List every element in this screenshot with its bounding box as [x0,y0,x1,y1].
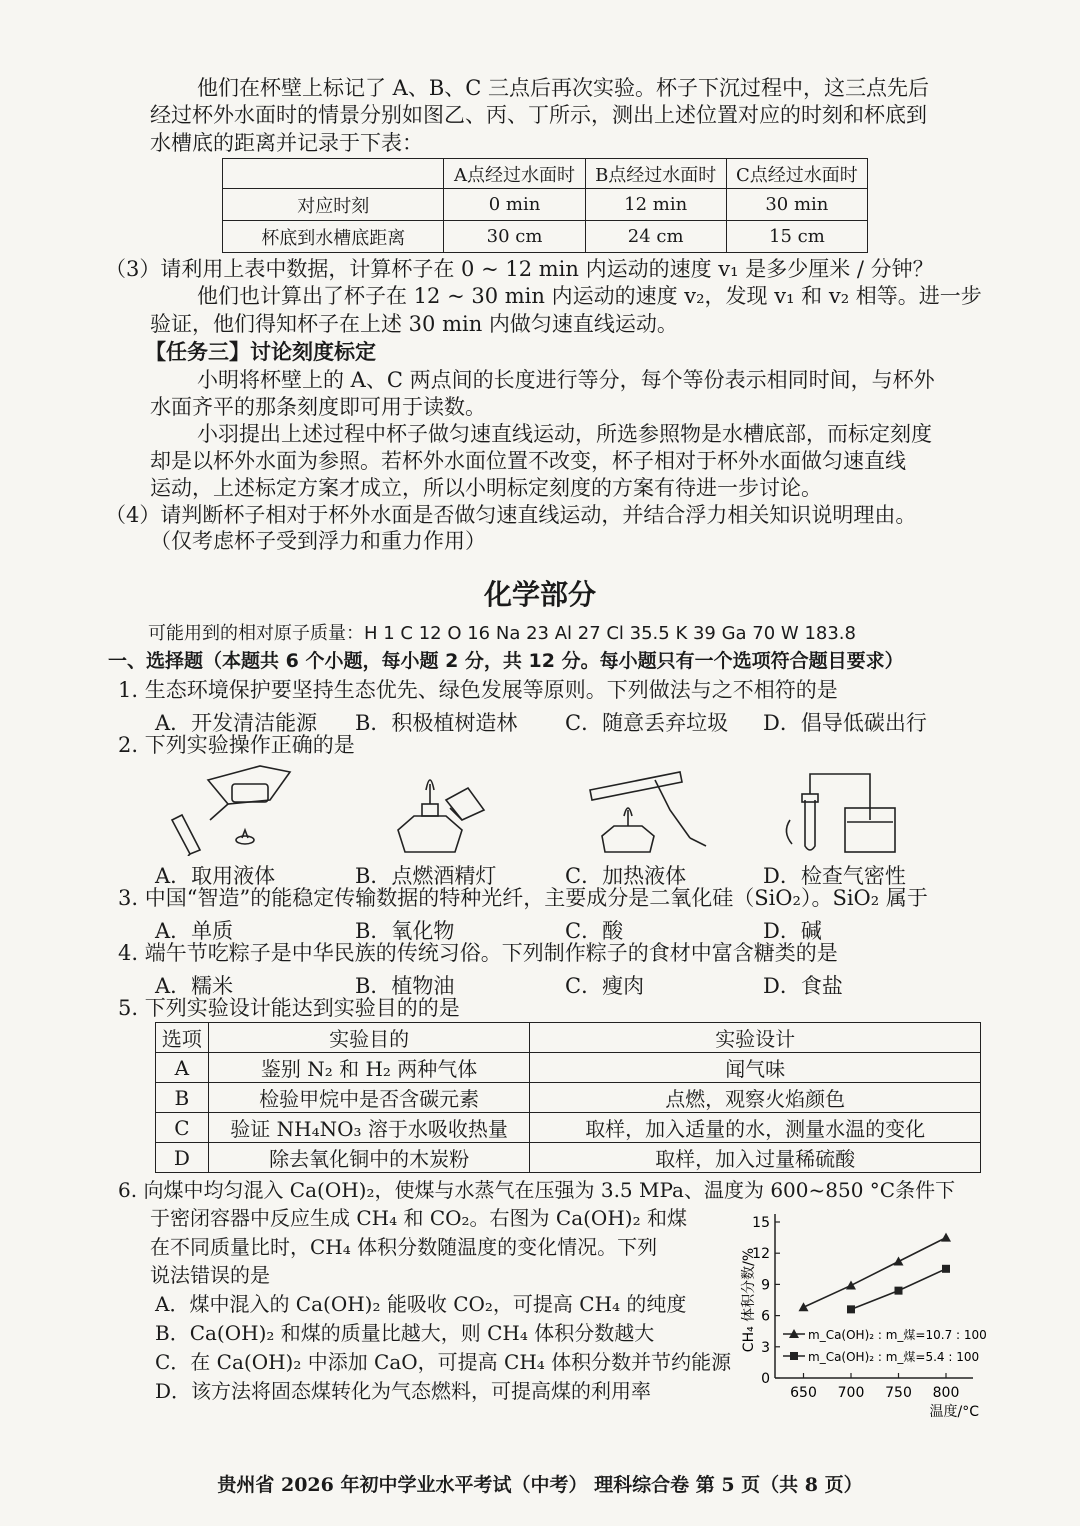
table-header-cell: 实验设计 [530,1023,981,1053]
atomic-masses: 可能用到的相对原子质量：H 1 C 12 O 16 Na 23 Al 27 Cl 35.5 K 39 Ga 70 W 183.8 [148,623,856,644]
table-cell: 闻气味 [530,1053,981,1083]
table-cell: 鉴别 N₂ 和 H₂ 两种气体 [208,1053,530,1083]
q4-chem-options [155,970,975,998]
q6-option-b: B．Ca(OH)₂ 和煤的质量比越大，则 CH₄ 体积分数越大 [155,1321,655,1345]
table-row [156,1053,981,1083]
para1-line2: 经过杯外水面时的情景分别如图乙、丙、丁所示，测出上述位置对应的时刻和杯底到 [150,103,927,127]
q4-physics [105,505,916,526]
lab-illustrations [150,760,910,856]
ch4-fraction-chart [735,1200,1000,1422]
table-cell: 检验甲烷中是否含碳元素 [208,1083,530,1113]
table-row [156,1143,981,1173]
q5-text: 下列实验设计能达到实验目的的是 [144,996,460,1020]
task3-b1: 小羽提出上述过程中杯子做匀速直线运动，所选参照物是水槽底部，而标定刻度 [197,422,932,446]
q3-chem-num: 3. [118,886,139,910]
alcohol-lamp-illustration [398,780,484,852]
table-cell: 24 cm [585,221,726,253]
task3-b3: 运动，上述标定方案才成立，所以小明标定刻度的方案有待进一步讨论。 [150,476,822,500]
air-tightness-illustration [786,774,895,852]
table-cell: 0 min [444,189,585,221]
option-b: B．点燃酒精灯 [355,864,497,888]
q4-chem-text: 端午节吃粽子是中华民族的传统习俗。下列制作粽子的食材中富含糖类的是 [144,941,838,965]
task3-b2: 却是以杯外水面为参照。若杯外水面位置不改变，杯子相对于杯外水面做匀速直线 [150,449,906,473]
q6-option-d: D．该方法将固态煤转化为气态燃料，可提高煤的利用率 [155,1379,652,1403]
data-point-triangle [799,1302,809,1311]
table-cell: C [156,1113,209,1143]
table-row [223,221,868,253]
q5-num: 5. [118,996,139,1020]
option-d: D．食盐 [763,974,843,998]
table-cell: 杯底到水槽底距离 [223,221,444,253]
q1-num: 1. [118,678,139,702]
q3-para2: 验证，他们得知杯子在上述 30 min 内做匀速直线运动。 [150,312,678,336]
table-row [223,189,868,221]
y-axis-label: CH₄ 体积分数/% [741,1247,757,1353]
q3-para1: 他们也计算出了杯子在 12 ~ 30 min 内运动的速度 v₂，发现 v₁ 和 v₂ 相等。进一步 [197,284,982,308]
q1-options [155,707,975,735]
q1-text: 生态环境保护要坚持生态优先、绿色发展等原则。下列做法与之不相符的是 [144,678,838,702]
table-row [156,1083,981,1113]
table-cell: 点燃，观察火焰颜色 [530,1083,981,1113]
option-d: D．检查气密性 [763,864,906,888]
q3-label: （3） [105,257,161,281]
task3-title: 【任务三】讨论刻度标定 [145,340,376,364]
data-point-square [942,1265,950,1273]
x-tick-label: 750 [885,1385,912,1401]
experiment-table [155,1022,981,1173]
legend-label: m_Ca(OH)₂ : m_煤=10.7 : 100 [808,1328,987,1342]
q2-stem [118,735,355,756]
table-header-cell [223,159,444,189]
para1-line3: 水槽底的距离并记录于下表： [150,131,423,155]
table-cell: 12 min [585,189,726,221]
q6-line1: 向煤中均匀混入 Ca(OH)₂，使煤与水蒸气在压强为 3.5 MPa、温度为 600~850 °C条件下 [143,1178,956,1202]
option-c: C．加热液体 [565,864,687,888]
q4-chem-stem [118,943,838,964]
y-tick-label: 15 [752,1215,770,1231]
data-point-triangle [846,1280,856,1289]
section-heading: 一、选择题（本题共 6 个小题，每小题 2 分，共 12 分。每小题只有一个选项符合题目要求） [108,650,904,672]
q6-line4: 说法错误的是 [150,1263,270,1287]
table-header-cell: B点经过水面时 [585,159,726,189]
table-cell: 对应时刻 [223,189,444,221]
q3-text: 请利用上表中数据，计算杯子在 0 ~ 12 min 内运动的速度 v₁ 是多少厘米 / 分钟？ [160,257,934,281]
legend-label: m_Ca(OH)₂ : m_煤=5.4 : 100 [808,1350,980,1364]
q5-stem [118,998,460,1019]
q3-physics [105,259,934,280]
table-cell: A [156,1053,209,1083]
chem-title: 化学部分 [483,578,596,611]
q3-chem-options [155,915,975,943]
option-d: D．倡导低碳出行 [763,711,927,735]
option-c: C．瘦肉 [565,974,645,998]
q6-line3: 在不同质量比时，CH₄ 体积分数随温度的变化情况。下列 [150,1235,658,1259]
table-cell: 30 cm [444,221,585,253]
y-tick-label: 3 [761,1339,770,1356]
table-header-cell: 实验目的 [208,1023,530,1053]
option-c: C．酸 [565,919,624,943]
legend-marker [790,1352,798,1360]
y-tick-label: 12 [752,1246,770,1263]
option-a: A．开发清洁能源 [155,711,318,735]
task3-a2: 水面齐平的那条刻度即可用于读数。 [150,395,486,419]
page-footer: 贵州省 2026 年初中学业水平考试（中考） 理科综合卷 第 5 页（共 8 页） [217,1474,863,1496]
q2-num: 2. [118,733,139,757]
q2-options [155,860,975,888]
table-row [156,1113,981,1143]
q6-line2: 于密闭容器中反应生成 CH₄ 和 CO₂。右图为 Ca(OH)₂ 和煤 [150,1206,687,1230]
x-tick-label: 650 [790,1385,817,1401]
option-a: A．糯米 [155,974,234,998]
para1-line1: 他们在杯壁上标记了 A、B、C 三点后再次实验。杯子下沉过程中，这三点先后 [197,76,930,100]
q2-text: 下列实验操作正确的是 [144,733,355,757]
table-cell: 验证 NH₄NO₃ 溶于水吸收热量 [208,1113,530,1143]
heat-liquid-illustration [590,772,706,852]
q6-option-c: C．在 Ca(OH)₂ 中添加 CaO，可提高 CH₄ 体积分数并节约能源 [155,1350,732,1374]
table-cell: 取样，加入适量的水，测量水温的变化 [530,1113,981,1143]
option-a: A．取用液体 [155,864,276,888]
y-tick-label: 9 [761,1277,770,1294]
q6-num: 6. [118,1178,138,1202]
data-point-triangle [894,1257,904,1266]
pour-liquid-illustration [172,766,290,856]
q1-stem [118,680,838,701]
q3-chem-stem [118,888,928,909]
q4-text: 请判断杯子相对于杯外水面是否做匀速直线运动，并结合浮力相关知识说明理由。 [160,503,917,527]
option-b: B．氧化物 [355,919,455,943]
series-line [804,1238,947,1308]
table-cell: 15 cm [726,221,867,253]
table-header-cell: C点经过水面时 [726,159,867,189]
q4-label: （4） [105,503,161,527]
option-b: B．积极植树造林 [355,711,518,735]
data-point-square [895,1287,903,1295]
q6-stem [118,1180,955,1200]
x-tick-label: 700 [837,1385,865,1401]
q4-chem-num: 4. [118,941,139,965]
option-d: D．碱 [763,919,822,943]
table-cell: B [156,1083,209,1113]
q6-option-a: A．煤中混入的 Ca(OH)₂ 能吸收 CO₂，可提高 CH₄ 的纯度 [155,1292,687,1316]
option-c: C．随意丢弃垃圾 [565,711,729,735]
x-tick-label: 800 [932,1385,960,1401]
table-cell: 30 min [726,189,867,221]
table-header-cell: 选项 [156,1023,209,1053]
table-header-cell: A点经过水面时 [444,159,585,189]
option-a: A．单质 [155,919,234,943]
table-cell: D [156,1143,209,1173]
data-point-square [847,1305,855,1313]
y-tick-label: 6 [761,1308,770,1325]
table-cell: 取样，加入过量稀硫酸 [530,1143,981,1173]
y-tick-label: 0 [761,1371,770,1387]
q3-chem-text: 中国“智造”的能稳定传输数据的特种光纤，主要成分是二氧化硅（SiO₂）。SiO₂ 属于 [144,886,928,910]
data-point-triangle [941,1233,951,1242]
option-b: B．植物油 [355,974,455,998]
q4-note: （仅考虑杯子受到浮力和重力作用） [150,529,486,553]
table-cell: 除去氧化铜中的木炭粉 [208,1143,530,1173]
x-axis-label: 温度/°C [929,1404,979,1420]
task3-a1: 小明将杯壁上的 A、C 两点间的长度进行等分，每个等份表示相同时间，与杯外 [197,368,935,392]
timing-table [222,158,868,253]
